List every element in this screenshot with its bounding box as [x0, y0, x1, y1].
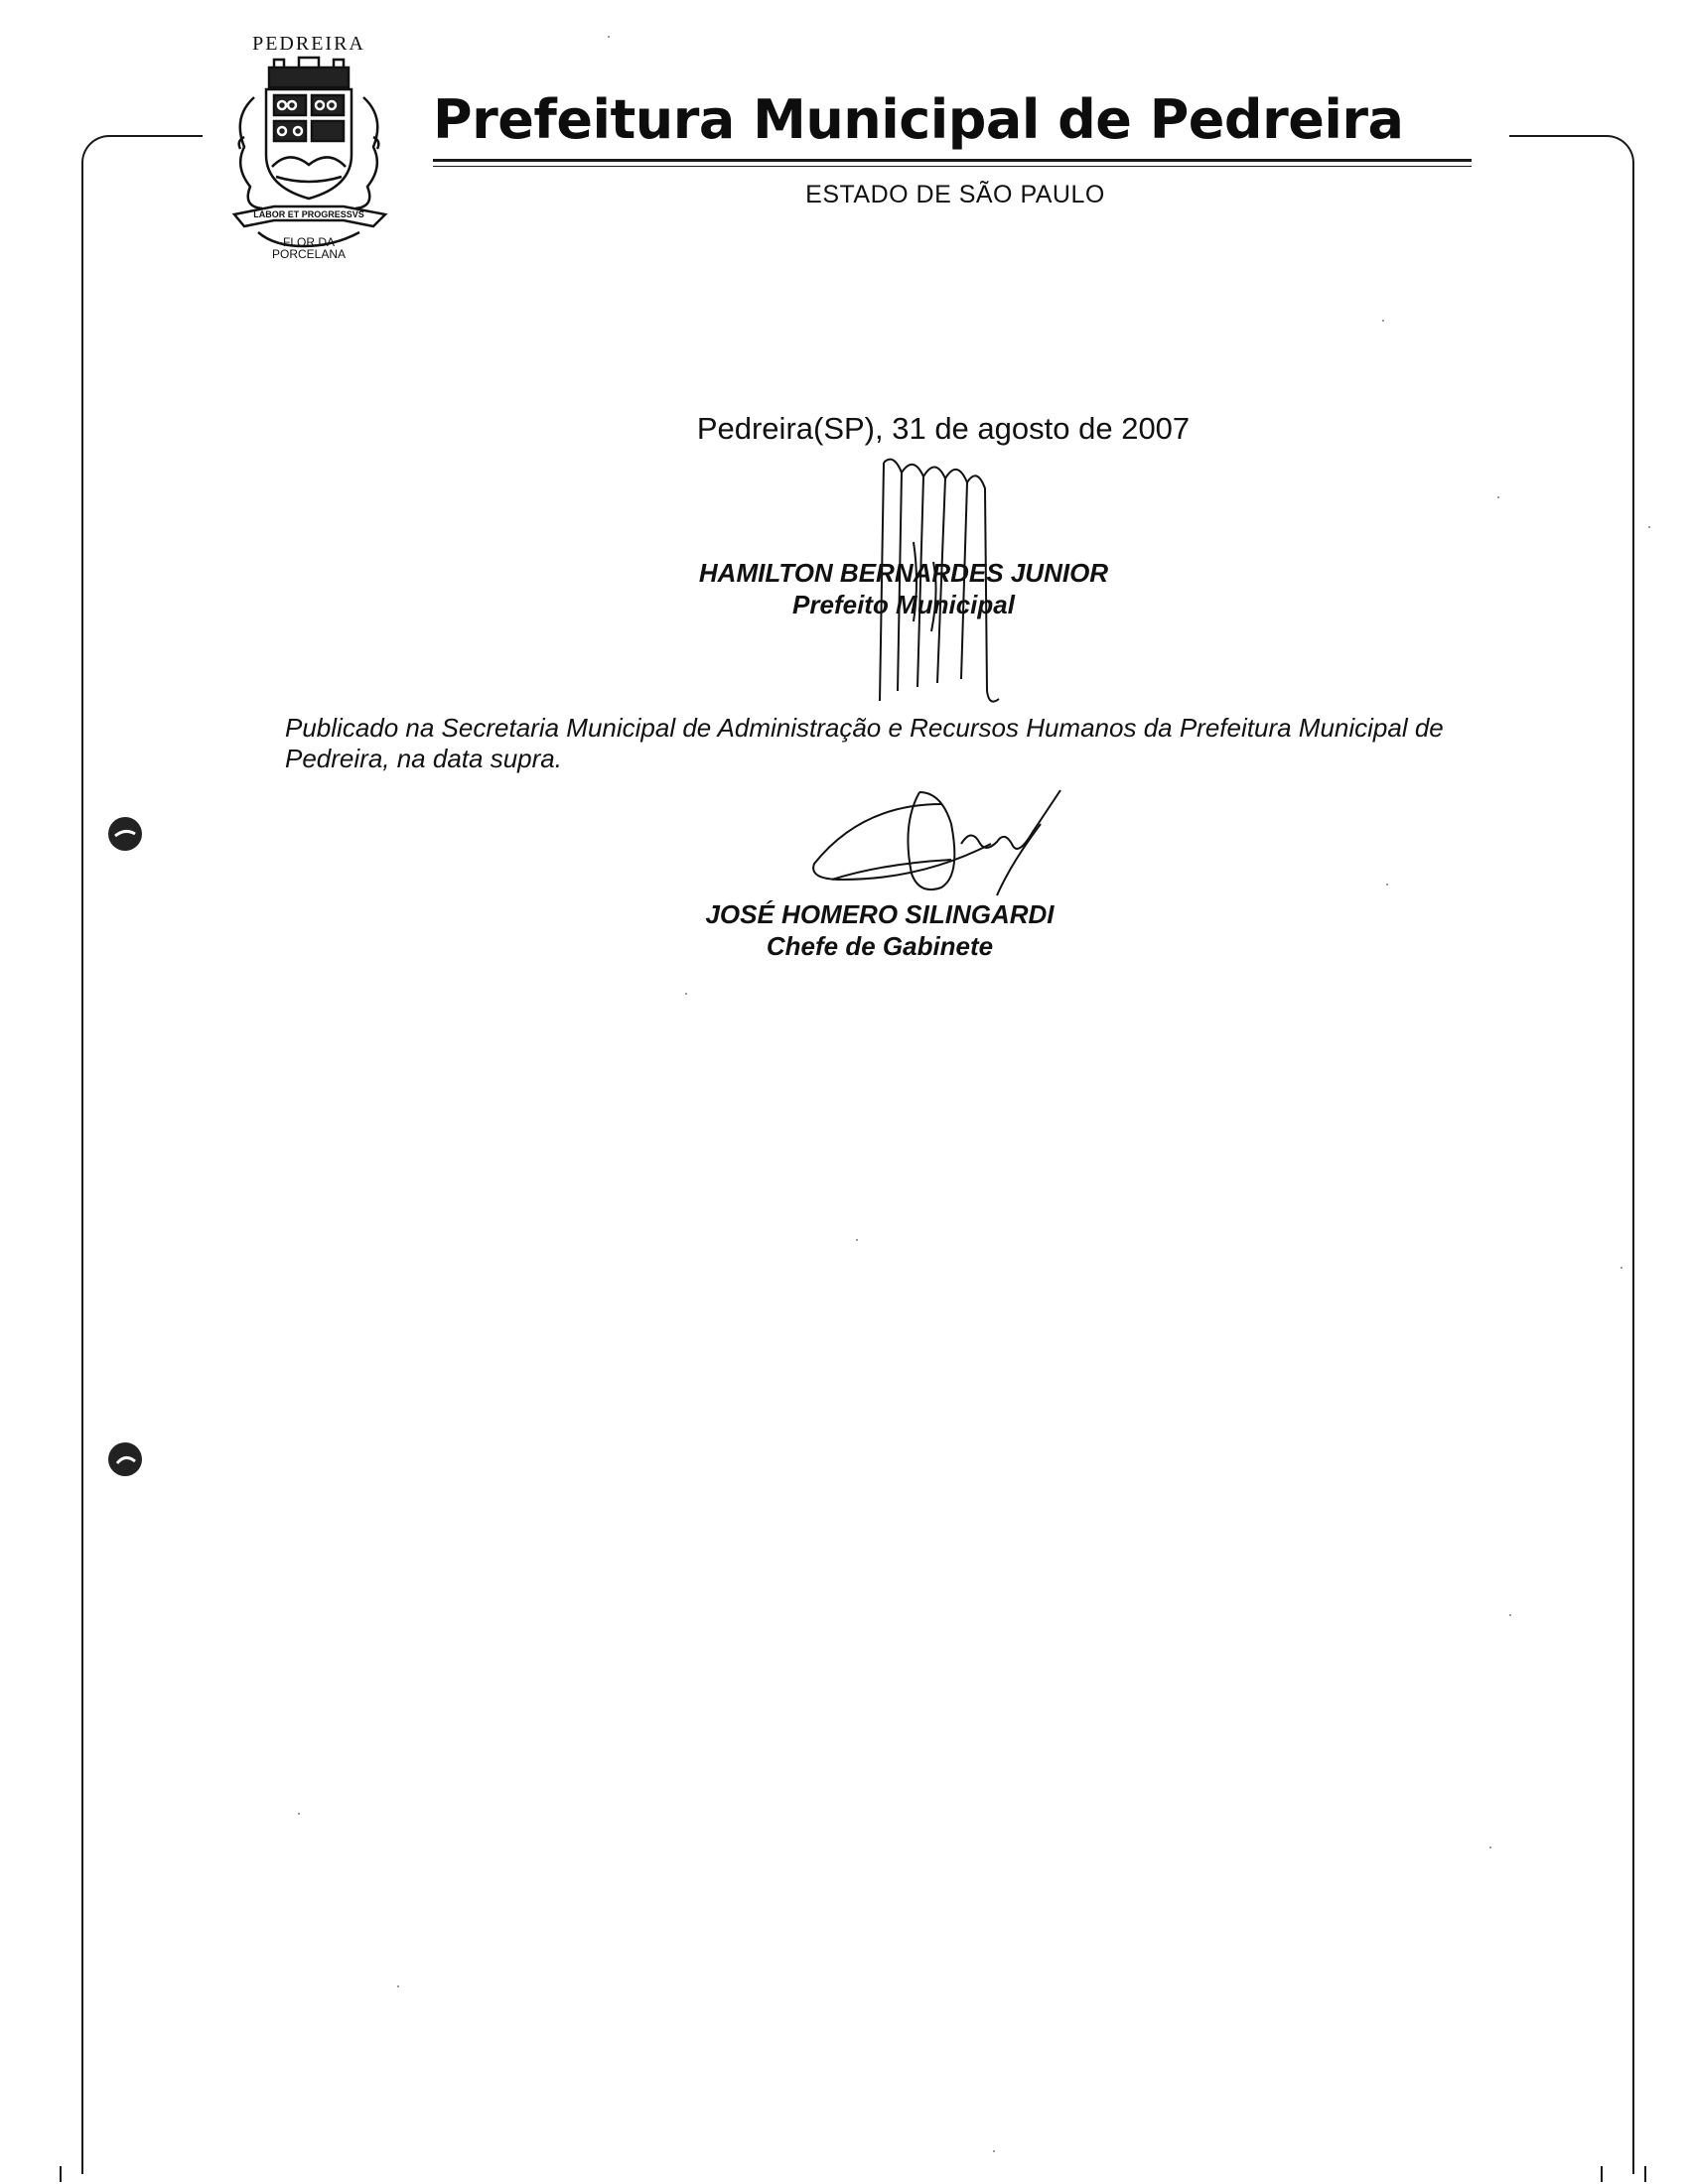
punch-hole-icon [105, 814, 145, 854]
signatory-2-name: JOSÉ HOMERO SILINGARDI [705, 899, 1055, 929]
scan-speck [1648, 526, 1650, 528]
scan-speck [1497, 496, 1499, 498]
punch-hole-icon [105, 1439, 145, 1479]
scan-speck [993, 2150, 995, 2152]
scan-speck [1382, 320, 1384, 322]
date-line: Pedreira(SP), 31 de agosto de 2007 [696, 411, 1191, 446]
scan-speck [685, 993, 687, 995]
title-underline [433, 159, 1472, 162]
frame-tick-mark [1644, 2166, 1646, 2182]
signatory-1-role: Prefeito Municipal [792, 590, 1015, 619]
page-frame-left [81, 135, 203, 2174]
scan-speck [856, 1239, 858, 1241]
scan-speck [397, 1985, 399, 1987]
crest-bottom-line1: FLOR DA [282, 235, 335, 249]
chief-of-staff-signature-icon [802, 784, 1080, 903]
scan-speck [298, 1813, 300, 1815]
municipal-coat-of-arms [214, 33, 403, 266]
crest-top-text: PEDREIRA [252, 33, 365, 55]
frame-tick-mark [1601, 2166, 1603, 2182]
scan-speck [608, 36, 610, 38]
state-subtitle: ESTADO DE SÃO PAULO [805, 181, 1105, 208]
page-frame-right [1509, 135, 1634, 2174]
frame-tick-mark [60, 2166, 62, 2182]
scan-speck [1509, 1614, 1511, 1616]
scan-speck [1386, 884, 1388, 886]
publication-note: Publicado na Secretaria Municipal de Administração e Recursos Humanos da Prefeitura Municipal de Pedreira, na data supra. [285, 713, 1444, 773]
title-underline-thin [433, 166, 1472, 167]
scan-speck [1621, 1267, 1622, 1269]
crest-bottom-line2: PORCELANA [271, 247, 347, 261]
scan-speck [1489, 1846, 1491, 1848]
crest-motto: LABOR ET PROGRESSVS [253, 209, 364, 219]
signatory-1-name: HAMILTON BERNARDES JUNIOR [698, 558, 1109, 588]
shield-icon [214, 33, 403, 266]
page-title: Prefeitura Municipal de Pedreira [433, 88, 1404, 151]
signatory-2-role: Chefe de Gabinete [766, 931, 994, 961]
